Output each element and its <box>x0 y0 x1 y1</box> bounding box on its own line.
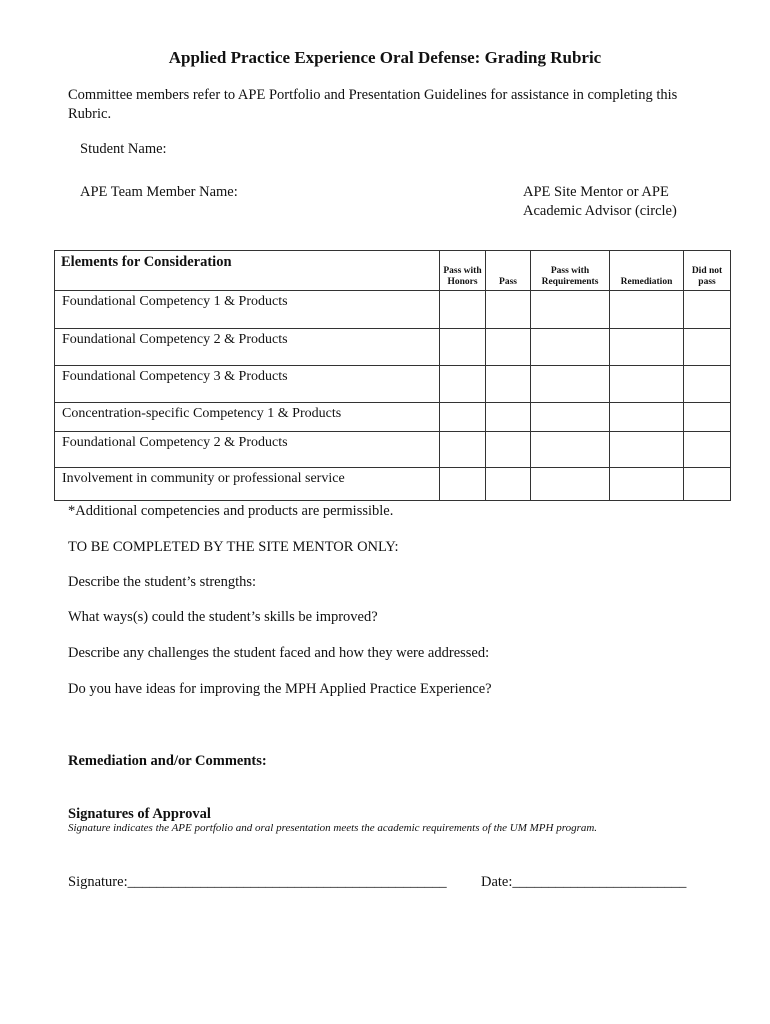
grade-cell[interactable] <box>531 432 610 468</box>
grade-cell[interactable] <box>531 291 610 329</box>
row-label: Foundational Competency 2 & Products <box>55 329 440 366</box>
question-strengths: Describe the student’s strengths: <box>68 574 257 590</box>
grade-cell[interactable] <box>486 291 531 329</box>
additional-note: *Additional competencies and products are permissible. <box>68 503 394 519</box>
date-field[interactable]: Date:________________________ <box>481 874 687 890</box>
question-improvements: What ways(s) could the student’s skills be improved? <box>68 609 378 625</box>
grade-cell[interactable] <box>610 329 684 366</box>
grade-cell[interactable] <box>440 432 486 468</box>
header-pass-with-requirements: Pass with Requirements <box>531 251 610 291</box>
remediation-heading: Remediation and/or Comments: <box>68 753 267 769</box>
row-label: Concentration-specific Competency 1 & Products <box>55 403 440 432</box>
grade-cell[interactable] <box>610 468 684 501</box>
grade-cell[interactable] <box>684 432 731 468</box>
grading-rubric-table <box>54 250 731 501</box>
header-pass: Pass <box>486 251 531 291</box>
header-remediation: Remediation <box>610 251 684 291</box>
grade-cell[interactable] <box>440 291 486 329</box>
grade-cell[interactable] <box>684 468 731 501</box>
grade-cell[interactable] <box>440 403 486 432</box>
table-row <box>55 468 731 501</box>
grade-cell[interactable] <box>610 291 684 329</box>
mentor-section-heading: TO BE COMPLETED BY THE SITE MENTOR ONLY: <box>68 539 399 555</box>
table-row <box>55 366 731 403</box>
row-label: Foundational Competency 2 & Products <box>55 432 440 468</box>
grade-cell[interactable] <box>486 432 531 468</box>
grade-cell[interactable] <box>531 403 610 432</box>
signature-note: Signature indicates the APE portfolio and oral presentation meets the academic requirements of the UM MPH program. <box>68 822 598 834</box>
question-challenges: Describe any challenges the student faced and how they were addressed: <box>68 645 490 661</box>
table-header-row <box>55 251 731 291</box>
team-member-label: APE Team Member Name: <box>80 184 238 200</box>
header-did-not-pass: Did not pass <box>684 251 731 291</box>
grade-cell[interactable] <box>531 329 610 366</box>
header-pass-with-honors: Pass with Honors <box>440 251 486 291</box>
mentor-advisor-label: APE Site Mentor or APE Academic Advisor (circle) <box>523 184 677 219</box>
grade-cell[interactable] <box>440 329 486 366</box>
header-elements: Elements for Consideration <box>55 251 440 291</box>
signature-field[interactable]: Signature:____________________________________________ <box>68 874 447 890</box>
grade-cell[interactable] <box>531 468 610 501</box>
grade-cell[interactable] <box>486 468 531 501</box>
grade-cell[interactable] <box>440 366 486 403</box>
grade-cell[interactable] <box>486 329 531 366</box>
grade-cell[interactable] <box>610 366 684 403</box>
grade-cell[interactable] <box>684 403 731 432</box>
row-label: Foundational Competency 1 & Products <box>55 291 440 329</box>
row-label: Involvement in community or professional service <box>55 468 440 501</box>
intro-text: Committee members refer to APE Portfolio and Presentation Guidelines for assistance in completing this Rubric. <box>68 87 678 122</box>
grade-cell[interactable] <box>684 366 731 403</box>
grade-cell[interactable] <box>486 366 531 403</box>
question-ideas: Do you have ideas for improving the MPH Applied Practice Experience? <box>68 681 492 697</box>
table-row <box>55 291 731 329</box>
page-title: Applied Practice Experience Oral Defense: Grading Rubric <box>168 48 602 67</box>
row-label: Foundational Competency 3 & Products <box>55 366 440 403</box>
grade-cell[interactable] <box>440 468 486 501</box>
grade-cell[interactable] <box>486 403 531 432</box>
grade-cell[interactable] <box>610 403 684 432</box>
table-row <box>55 403 731 432</box>
grade-cell[interactable] <box>684 329 731 366</box>
grade-cell[interactable] <box>684 291 731 329</box>
grade-cell[interactable] <box>610 432 684 468</box>
signatures-heading: Signatures of Approval <box>68 806 211 822</box>
table-row <box>55 432 731 468</box>
table-row <box>55 329 731 366</box>
student-name-label: Student Name: <box>80 141 167 157</box>
grade-cell[interactable] <box>531 366 610 403</box>
